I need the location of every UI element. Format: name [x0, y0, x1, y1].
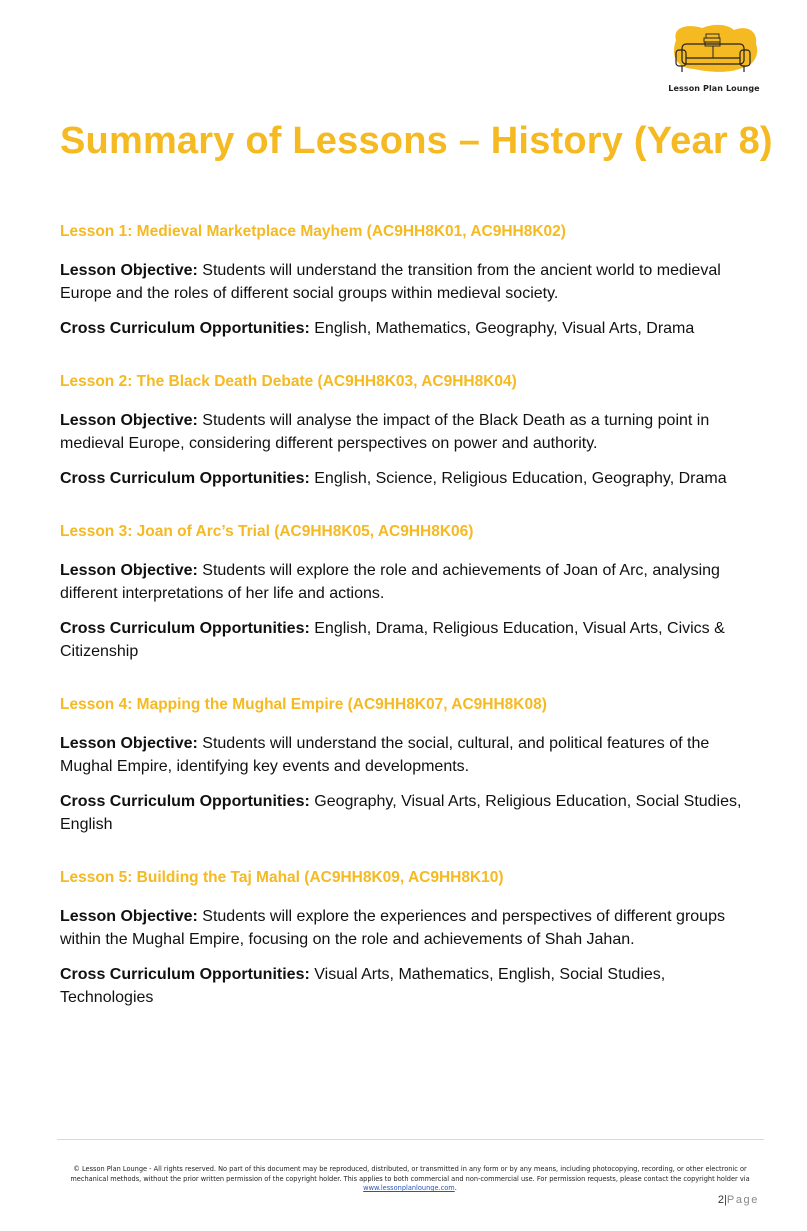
objective-text: Students will understand the social, cultural, and political features of the Mughal Empire, identifying key events and developments. — [60, 735, 710, 775]
page-separator: | — [724, 1194, 727, 1206]
logo — [668, 22, 760, 100]
objective-label: Lesson Objective: — [60, 908, 198, 925]
objective-text: Students will explore the experiences and perspectives of different groups within the Mughal Empire, focusing on the role and achievements of Shah Jahan. — [60, 908, 725, 948]
cross-label: Cross Curriculum Opportunities: — [60, 966, 310, 983]
lesson-4 — [60, 694, 760, 836]
page-number-value: 2 — [717, 1194, 725, 1206]
sofa-icon — [668, 22, 760, 84]
cross-curriculum — [60, 963, 760, 1009]
lesson-heading: Lesson 4: Mapping the Mughal Empire (AC9HH8K07, AC9HH8K08) — [60, 696, 547, 713]
link-suffix: . — [454, 1184, 457, 1192]
objective-label: Lesson Objective: — [60, 562, 198, 579]
cross-curriculum — [60, 467, 760, 490]
page-title: Summary of Lessons – History (Year 8) — [60, 120, 773, 162]
lesson-objective — [60, 409, 760, 455]
objective-text: Students will understand the transition from the ancient world to medieval Europe and the roles of different social groups within medieval society. — [60, 262, 721, 302]
footer-divider — [57, 1139, 764, 1140]
cross-label: Cross Curriculum Opportunities: — [60, 320, 310, 337]
cross-text: English, Mathematics, Geography, Visual Arts, Drama — [314, 320, 695, 337]
lesson-3 — [60, 521, 760, 663]
objective-label: Lesson Objective: — [60, 412, 198, 429]
lesson-list — [60, 221, 760, 1040]
page-label: Page — [726, 1194, 759, 1206]
cross-curriculum — [60, 617, 760, 663]
cross-text: Visual Arts, Mathematics, English, Social Studies, Technologies — [60, 966, 666, 1006]
cross-text: English, Science, Religious Education, Geography, Drama — [314, 470, 727, 487]
objective-text: Students will analyse the impact of the Black Death as a turning point in medieval Europe, considering different perspectives on power and authority. — [60, 412, 710, 452]
lesson-heading: Lesson 3: Joan of Arc’s Trial (AC9HH8K05, AC9HH8K06) — [60, 523, 474, 540]
objective-label: Lesson Objective: — [60, 262, 198, 279]
objective-label: Lesson Objective: — [60, 735, 198, 752]
objective-text: Students will explore the role and achievements of Joan of Arc, analysing different interpretations of her life and actions. — [60, 562, 720, 602]
footer-copyright — [60, 1165, 760, 1194]
cross-text: English, Drama, Religious Education, Visual Arts, Civics & Citizenship — [60, 620, 725, 660]
lesson-objective — [60, 559, 760, 605]
lesson-heading: Lesson 5: Building the Taj Mahal (AC9HH8K09, AC9HH8K10) — [60, 869, 504, 886]
lesson-objective — [60, 259, 760, 305]
cross-label: Cross Curriculum Opportunities: — [60, 620, 310, 637]
lesson-5 — [60, 867, 760, 1009]
lesson-heading: Lesson 2: The Black Death Debate (AC9HH8K03, AC9HH8K04) — [60, 373, 517, 390]
lesson-objective — [60, 905, 760, 951]
lesson-1 — [60, 221, 760, 340]
cross-label: Cross Curriculum Opportunities: — [60, 793, 310, 810]
cross-curriculum — [60, 317, 760, 340]
website-link[interactable]: www.lessonplanlounge.com — [363, 1184, 455, 1192]
page-number — [718, 1194, 759, 1206]
cross-label: Cross Curriculum Opportunities: — [60, 470, 310, 487]
copyright-text: © Lesson Plan Lounge - All rights reserved. No part of this document may be reproduced, distributed, or transmitted in any form or by any means, including photocopying, recording, or other electronic or mechanical methods, without the prior written permission of the copyright holder. This applies to both commercial and non-commercial use. For permission requests, please contact the copyright holder via — [70, 1165, 750, 1183]
cross-curriculum — [60, 790, 760, 836]
cross-text: Geography, Visual Arts, Religious Education, Social Studies, English — [60, 793, 742, 833]
logo-text: Lesson Plan Lounge — [668, 84, 760, 93]
lesson-objective — [60, 732, 760, 778]
lesson-heading: Lesson 1: Medieval Marketplace Mayhem (AC9HH8K01, AC9HH8K02) — [60, 223, 566, 240]
lesson-2 — [60, 371, 760, 490]
